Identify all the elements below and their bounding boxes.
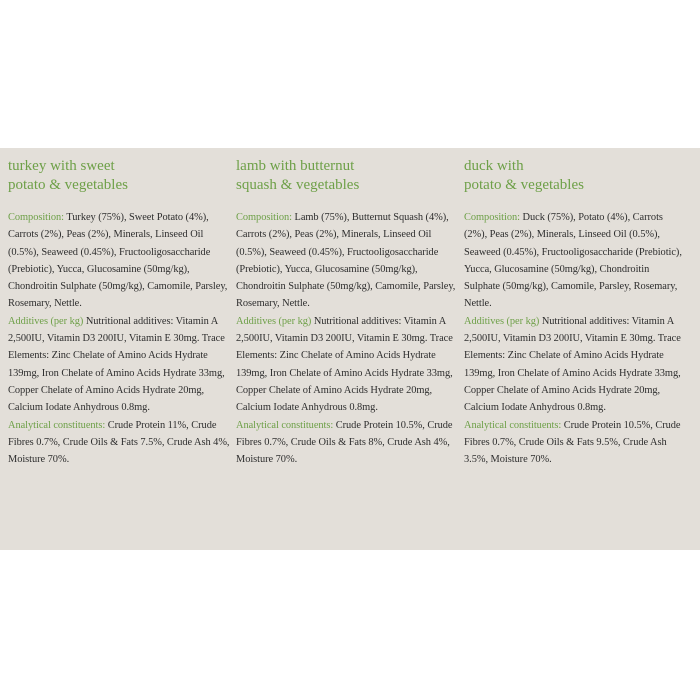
analytical-paragraph [236, 417, 458, 469]
product-title-line: turkey with sweet [8, 158, 115, 174]
product-column-turkey [8, 157, 230, 468]
composition-text: Turkey (75%), Sweet Potato (4%), Carrots (2%), Peas (2%), Minerals, Linseed Oil (0.5%), Seaweed (0.45%), Fructooligosaccharide (Prebiotic), Yucca, Glucosamine (50mg/kg), Chondroitin Sulphate (50mg/kg), Camomile, Parsley, Rosemary, Nettle. [8, 212, 228, 310]
product-title-line: lamb with butternut [236, 158, 355, 174]
product-title [8, 157, 230, 195]
additives-label: Additives (per kg) [236, 315, 312, 327]
additives-text: Nutritional additives: Vitamin A 2,500IU, Vitamin D3 200IU, Vitamin E 30mg. Trace Elements: Zinc Chelate of Amino Acids Hydrate 139mg, Iron Chelate of Amino Acids Hydrate 33mg, Copper Chelate of Amino Acids Hydrate 20mg, Calcium Iodate Anhydrous 0.8mg. [8, 315, 225, 414]
composition-label: Composition: [8, 212, 64, 223]
composition-label: Composition: [464, 212, 520, 223]
composition-paragraph [464, 209, 686, 313]
analytical-label: Analytical constituents: [464, 419, 562, 431]
product-title [236, 157, 458, 195]
composition-text: Lamb (75%), Butternut Squash (4%), Carrots (2%), Peas (2%), Minerals, Linseed Oil (0.5%), Seaweed (0.45%), Fructooligosaccharide (Prebiotic), Yucca, Glucosamine (50mg/kg), Chondroitin Sulphate (50mg/kg), Camomile, Parsley, Rosemary, Nettle. [236, 212, 456, 310]
product-title [464, 157, 686, 195]
analytical-paragraph [8, 417, 230, 469]
product-title-line: potato & vegetables [464, 177, 584, 193]
analytical-text: Crude Protein 11%, Crude Fibres 0.7%, Crude Oils & Fats 7.5%, Crude Ash 4%, Moisture 70%. [8, 419, 230, 466]
additives-label: Additives (per kg) [8, 315, 84, 327]
additives-text: Nutritional additives: Vitamin A 2,500IU, Vitamin D3 200IU, Vitamin E 30mg. Trace Elements: Zinc Chelate of Amino Acids Hydrate 139mg, Iron Chelate of Amino Acids Hydrate 33mg, Copper Chelate of Amino Acids Hydrate 20mg, Calcium Iodate Anhydrous 0.8mg. [236, 315, 453, 414]
composition-paragraph [8, 209, 230, 313]
analytical-paragraph [464, 417, 686, 469]
analytical-label: Analytical constituents: [8, 419, 106, 431]
additives-paragraph [464, 313, 686, 417]
product-column-lamb [236, 157, 458, 468]
additives-text: Nutritional additives: Vitamin A 2,500IU, Vitamin D3 200IU, Vitamin E 30mg. Trace Elements: Zinc Chelate of Amino Acids Hydrate 139mg, Iron Chelate of Amino Acids Hydrate 33mg, Copper Chelate of Amino Acids Hydrate 20mg, Calcium Iodate Anhydrous 0.8mg. [464, 315, 681, 414]
product-column-duck [464, 157, 686, 468]
additives-paragraph [236, 313, 458, 417]
analytical-text: Crude Protein 10.5%, Crude Fibres 0.7%, Crude Oils & Fats 8%, Crude Ash 4%, Moisture 70%. [236, 419, 453, 466]
analytical-text: Crude Protein 10.5%, Crude Fibres 0.7%, Crude Oils & Fats 9.5%, Crude Ash 3.5%, Moisture 70%. [464, 419, 681, 466]
composition-text: Duck (75%), Potato (4%), Carrots (2%), Peas (2%), Minerals, Linseed Oil (0.5%), Seaweed (0.45%), Fructooligosaccharide (Prebiotic), Yucca, Glucosamine (50mg/kg), Chondroitin Sulphate (50mg/kg), Camomile, Parsley, Rosemary, Nettle. [464, 212, 682, 310]
additives-label: Additives (per kg) [464, 315, 540, 327]
composition-paragraph [236, 209, 458, 313]
product-title-line: potato & vegetables [8, 177, 128, 193]
analytical-label: Analytical constituents: [236, 419, 334, 431]
product-title-line: duck with [464, 158, 524, 174]
composition-label: Composition: [236, 212, 292, 223]
product-title-line: squash & vegetables [236, 177, 360, 193]
additives-paragraph [8, 313, 230, 417]
